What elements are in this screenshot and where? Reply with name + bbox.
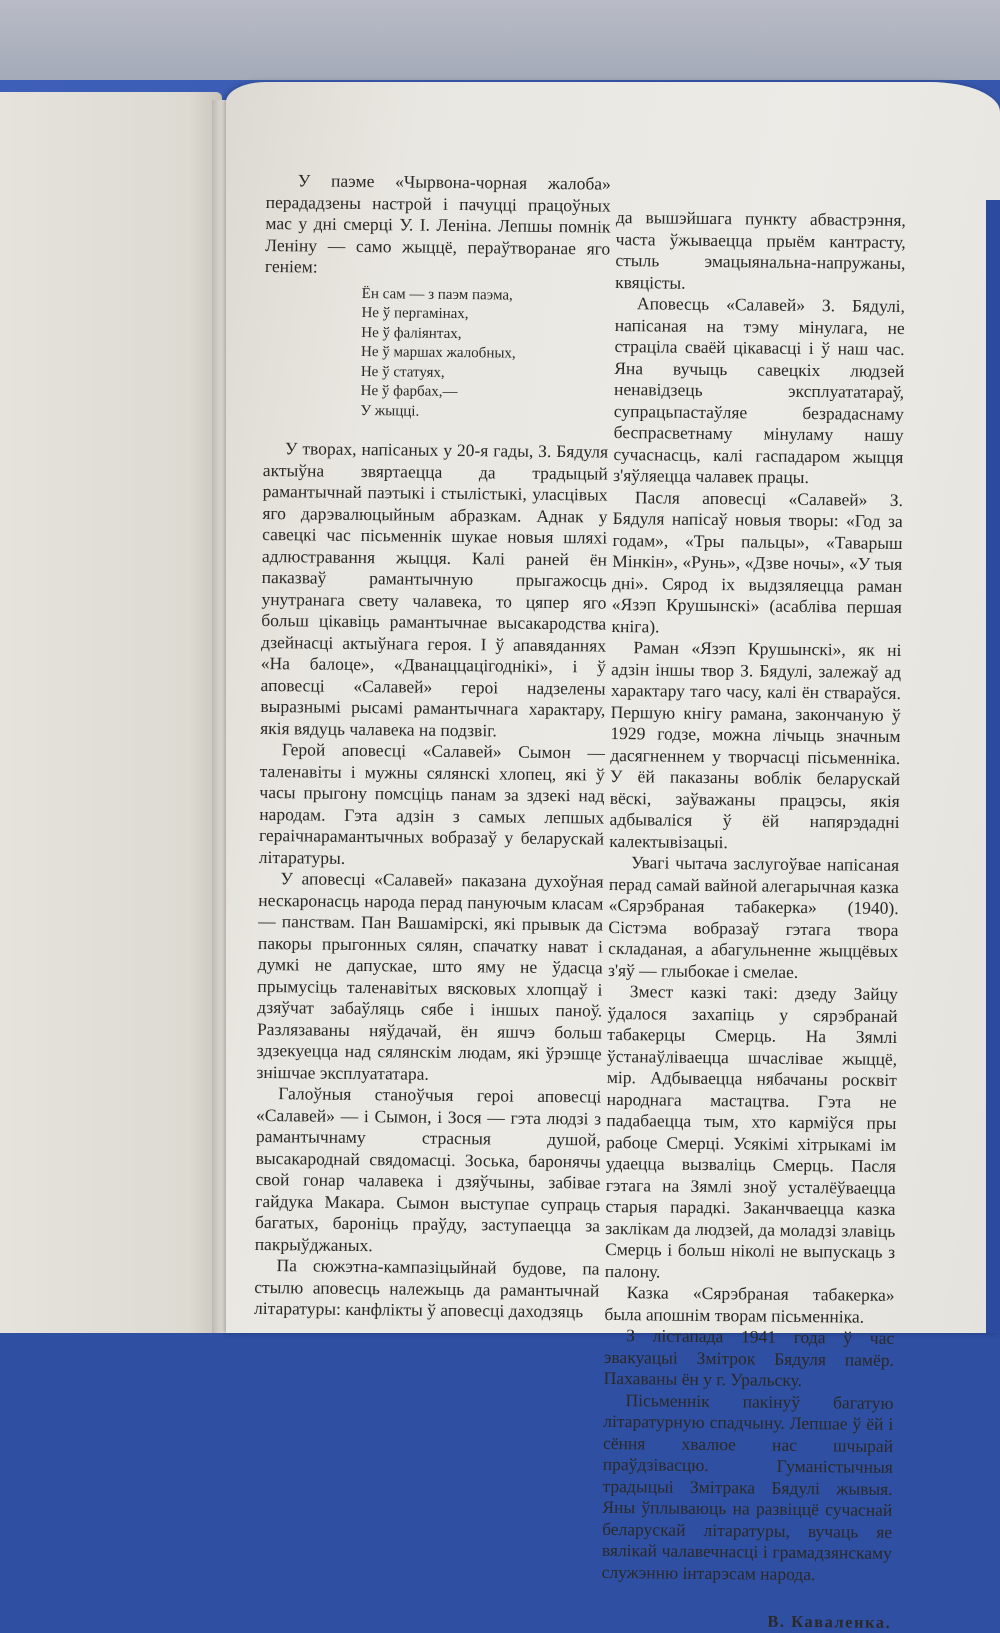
poem-line: Не ў статуях, xyxy=(360,363,445,381)
author-signature: В. Каваленка. xyxy=(767,1611,892,1632)
paragraph: Аповесць «Салавей» З. Бядулі, напісаная на тэму мінулага, не страціла сваёй цікавасці і ў наш час. Яна вучыць савецкіх людзей ненавідзець эксплуататараў, супрацьпастаўляе безрадаснаму беспрасветнаму мінуламу нашу сучаснасць, калі гаспадаром жыцця з'яўляецца чалавек працы. xyxy=(613,293,906,488)
poem-quote xyxy=(360,285,609,424)
blue-edge xyxy=(986,200,1000,1333)
left-column xyxy=(254,170,611,1323)
paragraph: У творах, напісаных у 20-я гады, З. Бядуля актыўна звяртаецца да традыцый рамантычнай паэтыкі і стылістыкі, уласцівых яго дарэвалюцыйным абразкам. Аднак у савецкі час пісьменнік шукае новыя шляхі адлюстравання жыцця. Калі раней ён паказваў рамантычную прыгажосць унутранага свету чалавека, то цяпер яго больш цікавіць рамантычнае высакародства дзейнасці актыўнага героя. І ў апавяданнях «На балоце», «Дванаццацігоднікі», і ў аповесці «Салавей» героі надзелены выразнымі рысамі рамантычнага характару, якія вядуць чалавека на подзвіг. xyxy=(260,438,609,740)
poem-line: Не ў пергамінах, xyxy=(361,305,469,323)
paragraph: Герой аповесці «Салавей» Сымон — таленавіты і мужны сялянскі хлопец, які ў часы прыгону помсціць панам за здзекі над народам. Гэта адзін з самых лепшых гераічнарамантычных вобразаў у беларускай літаратуры. xyxy=(258,739,606,868)
left-page xyxy=(0,92,222,1333)
paragraph: Пісьменнік пакінуў багатую літаратурную спадчыну. Лепшае ў ёй і сёння хвалюе нас шчырай праўдзівасцю. Гуманістычныя традыцыі Змітрака Бядулі жывыя. Яны ўплываюць на развіццё сучаснай беларускай літаратуры, вучаць яе вялікай чалавечнасці і грамадзянскаму служэнню інтарэсам народа. xyxy=(601,1389,894,1584)
poem-line: Не ў маршах жалобных, xyxy=(361,344,516,362)
paragraph: Казка «Сярэбраная табакерка» была апошнім творам пісьменніка. xyxy=(604,1282,895,1327)
poem-line: Не ў фаліянтах, xyxy=(361,324,462,342)
paragraph: Увагі чытача заслугоўвае напісаная перад самай вайной алегарычная казка «Сярэбраная табакерка» (1940). Сістэма вобразаў гэтага твора складаная, а абагульненне жыццёвых з'яў — глыбокае і смелае. xyxy=(607,852,900,982)
right-column xyxy=(601,207,906,1633)
paragraph: Галоўныя станоўчыя героі аповесці «Салавей» — і Сымон, і Зося — гэта людзі з рамантычнаму страсныя душой, высакароднай свядомасці. Зоська, баронячы свой гонар чалавека і дзяўчыны, забівае гайдука Макара. Сымон выступае супраць багатых, бароніць праўду, заступаецца за пакрыўджаных. xyxy=(254,1083,602,1255)
poem-line: Ён сам — з паэм паэма, xyxy=(361,285,513,304)
paragraph: Раман «Язэп Крушынскі», як ні адзін іншы твор З. Бядулі, залежаў ад характару таго часу, калі ён ствараўся. Першую кнігу рамана, закончаную ў 1929 годзе, можна лічыць значным дасягненнем у творчасці пісьменніка. У ёй паказаны воблік беларускай вёскі, заўважаны працэсы, якія адбываліся ў ёй напярэдадні калектывізацыі. xyxy=(609,637,902,852)
paragraph: Па сюжэтна-кампазіцыйнай будове, па стылю аповесць належыць да рамантычнай літаратуры: канфлікты ў аповесці даходзяць xyxy=(253,1255,600,1322)
page xyxy=(226,82,1000,1632)
poem-line: Не ў фарбах,— xyxy=(360,383,458,401)
paragraph: Пасля аповесці «Салавей» З. Бядуля напісаў новыя творы: «Год за годам», «Тры пальцы», «Таварыш Мінкін», «Рунь», «Дзве ночы», «У тыя дні». Сярод іх выдзяляецца раман «Язэп Крушынскі» (асабліва першая кніга). xyxy=(611,486,904,636)
paragraph: У аповесці «Салавей» паказана духоўная нескаронасць народа перад пануючым класам — панствам. Пан Вашамірскі, які прывык да пакоры прыгонных сялян, спачатку нават і думкі не дапускае, што яму не ўдасца прымусіць таленавітых вясковых хлопцаў і дзяўчат забаўляць сябе і іншых паноў. Разлязаваны няўдачай, ён яшчэ больш здзекуецца над сялянскім людам, які ўрэшце знішчае эксплуататара. xyxy=(256,868,604,1084)
poem-line: У жыцці. xyxy=(360,402,420,420)
paragraph: У паэме «Чырвона-чорная жалоба» перададзены настрой і пачуцці працоўных мас у дні смерці У. І. Леніна. Лепшы помнік Леніну — само жыццё, пераўтворанае яго геніем: xyxy=(264,170,611,277)
paragraph: да вышэйшага пункту абвастрэння, часта ўжываецца прыём кантрасту, стыль эмацыянальна-напружаны, квяцісты. xyxy=(615,207,906,293)
paragraph: Змест казкі такі: дзеду Зайцу ўдалося захапіць у сярэбранай табакерцы Смерць. На Зямлі ўстанаўліваецца шчаслівае жыццё, мір. Адбываецца нябачаны росквіт народнага мастацтва. Гэта не падабаецца тым, хто карміўся пры рабоце Смерці. Усякімі хітрыкамі ім удаецца вызваліць Смерць. Пасля гэтага на Зямлі зноў усталёўваецца старыя парадкі. Заканчваецца казка заклікам да людзей, да моладзі злавіць Смерць і больш ніколі не выпускаць з палону. xyxy=(604,981,898,1282)
paragraph: З лістапада 1941 года ў час эвакуацыі Змітрок Бядуля памёр. Пахаваны ён у г. Уральску. xyxy=(603,1325,895,1391)
